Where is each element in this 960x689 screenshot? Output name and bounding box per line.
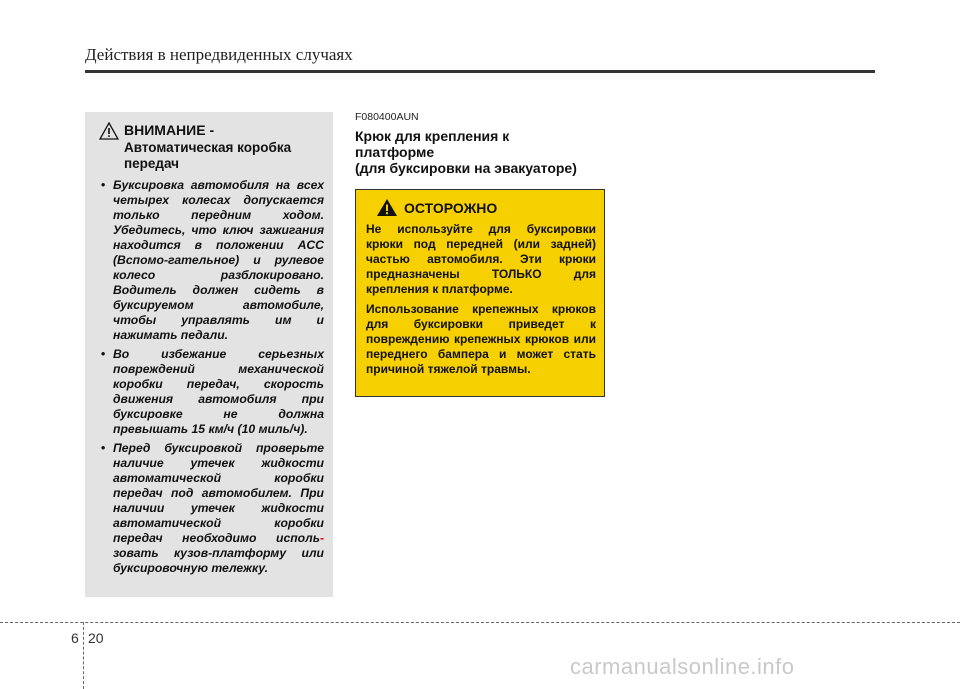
danger-title: ОСТОРОЖНО <box>404 199 498 216</box>
caution-subtitle-line1: Автоматическая коробка <box>124 140 292 155</box>
red-hyphen: - <box>319 531 324 545</box>
footer-rule <box>0 622 960 623</box>
footer-separator <box>83 622 84 689</box>
danger-triangle-icon <box>376 198 398 217</box>
caution-bullet-list <box>99 178 324 576</box>
danger-paragraph-2: Использование крепежных крюков для буксировки приведет к повреждению крепежных крюков или переднего бампера и может стать причиной тяжелой травмы. <box>366 302 596 376</box>
caution-bullet <box>99 178 324 343</box>
section-title-line3: (для буксировки на эвакуаторе) <box>355 160 577 176</box>
caution-bullet-text: зовать кузов-платформу или буксировочную тележку. <box>113 546 324 575</box>
warning-triangle-icon <box>99 122 119 140</box>
caution-bullet-text: Буксировка автомобиля на всех четырех колесах допускается только передним ходом. Убедитесь, что ключ зажигания находится в положении ACC (Вспомо-гательное) и рулевое колесо разблокировано. Водитель должен сидеть в буксируемом автомобиле, чтобы управлять им и нажимать педали. <box>113 178 324 342</box>
page-header-title: Действия в непредвиденных случаях <box>85 45 353 64</box>
caution-box <box>85 112 333 597</box>
caution-bullet <box>99 441 324 576</box>
caution-bullet <box>99 347 324 437</box>
caution-header <box>99 122 324 140</box>
watermark: carmanualsonline.info <box>570 654 795 679</box>
caution-title: ВНИМАНИЕ - <box>124 122 215 138</box>
caution-bullet-text: Во избежание серьезных повреждений механической коробки передач, скорость движения автомобиля при буксировке не должна превышать 15 км/ч (10 миль/ч). <box>113 347 324 436</box>
section-title-line1: Крюк для крепления к <box>355 128 510 144</box>
page-number: 20 <box>88 630 104 646</box>
caution-subtitle-line2: передач <box>124 156 179 171</box>
section-code: F080400AUN <box>355 111 419 123</box>
caution-bullet-text: Перед буксировкой проверьте наличие утечек жидкости автоматической коробки передач под автомобилем. При наличии утечек жидкости автоматической коробки передач необходимо исполь <box>113 441 324 545</box>
header-rule <box>85 70 875 73</box>
section-title-line2: платформе <box>355 144 435 160</box>
danger-box <box>355 189 605 397</box>
danger-header <box>376 198 596 217</box>
page-chapter: 6 <box>71 630 79 646</box>
danger-paragraph-1: Не используйте для буксировки крюки под передней (или задней) частью автомобиля. Эти крюки предназначены ТОЛЬКО для крепления к платформе. <box>366 222 596 296</box>
section-title <box>355 128 615 176</box>
